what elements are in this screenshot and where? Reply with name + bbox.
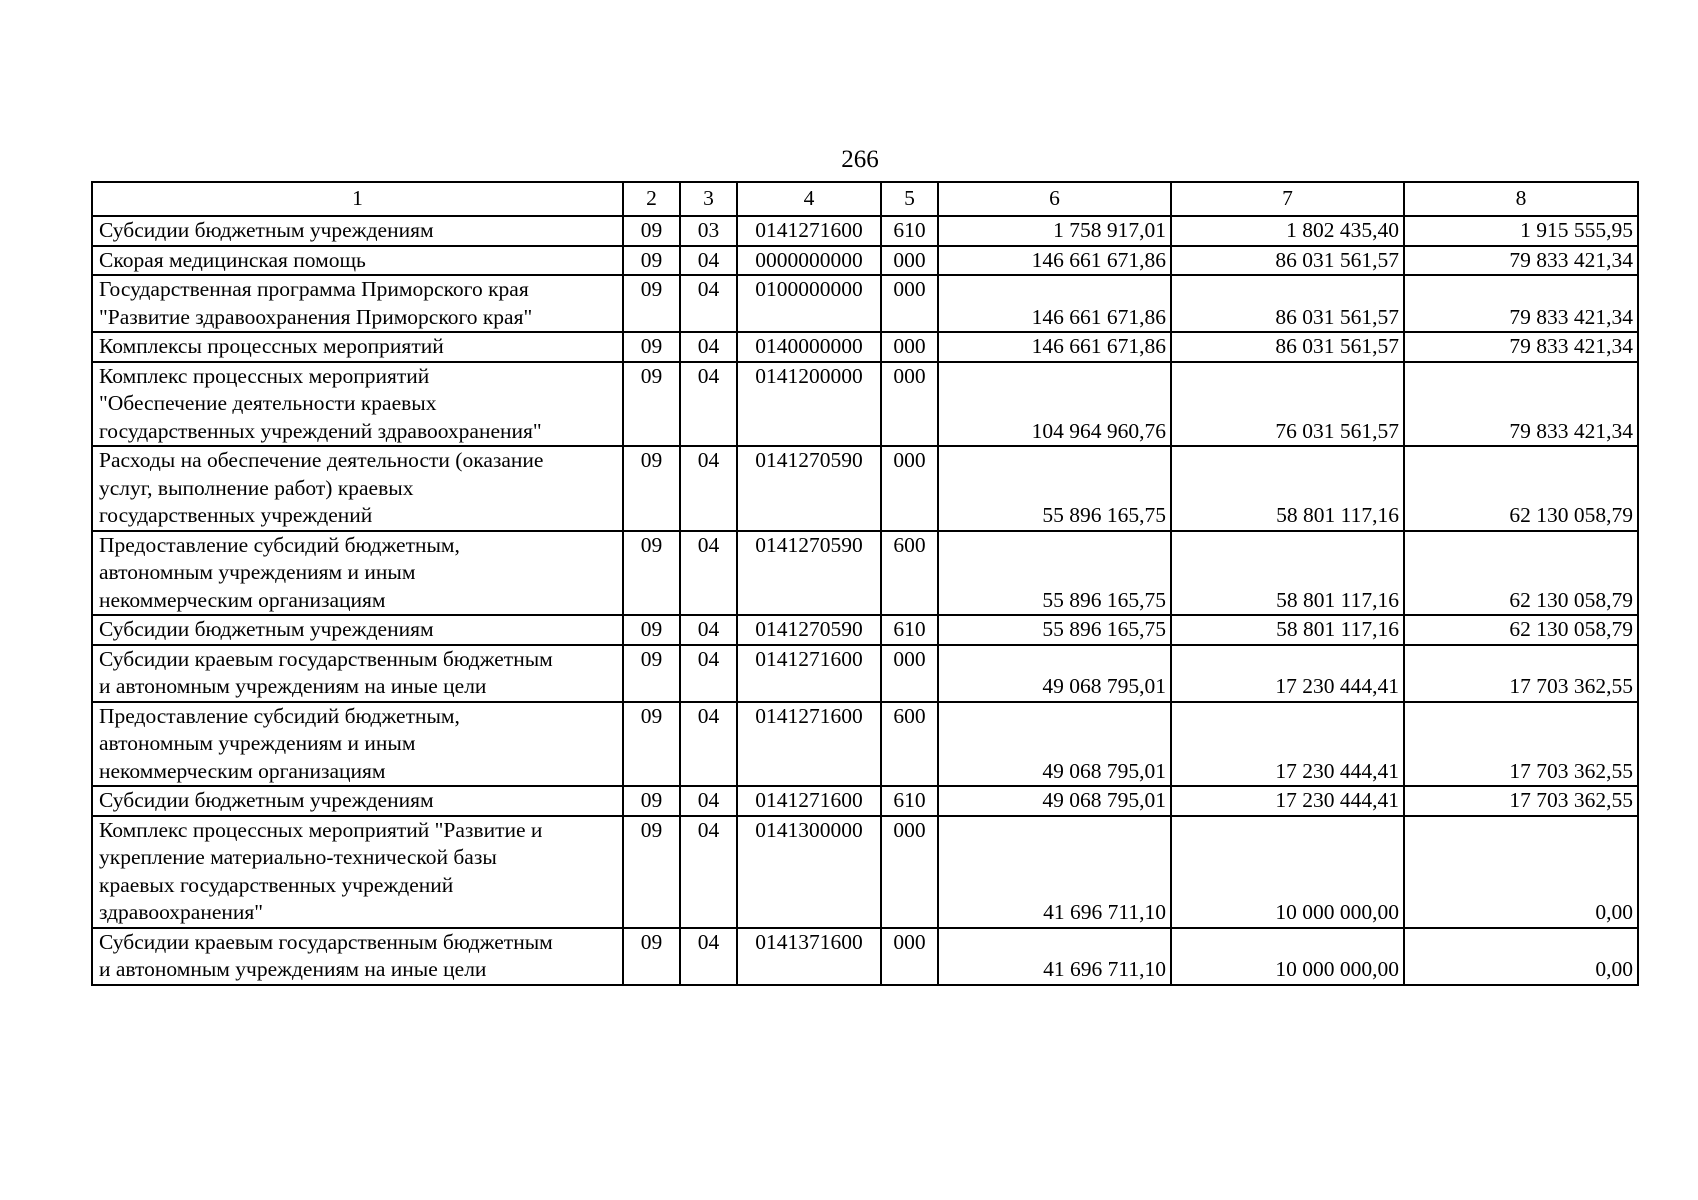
row-description	[92, 531, 623, 616]
header-row	[92, 182, 1638, 216]
amount-col-8: 79 833 421,34	[1404, 275, 1638, 332]
description-line: Субсидии краевым государственным бюджетным	[99, 646, 553, 671]
description-line: Субсидии бюджетным учреждениям	[99, 617, 434, 641]
expense-type-code: 610	[881, 615, 938, 645]
section-code: 09	[623, 246, 680, 276]
subsection-code: 04	[680, 645, 737, 702]
description-line: Государственная программа Приморского края	[99, 277, 529, 301]
header-cell: 4	[737, 182, 881, 216]
amount-col-7: 10 000 000,00	[1171, 928, 1404, 985]
amount-col-6: 55 896 165,75	[938, 615, 1171, 645]
section-code: 09	[623, 275, 680, 332]
description-line: Расходы на обеспечение деятельности (оказание	[99, 448, 544, 472]
row-description	[92, 816, 623, 928]
target-article-code: 0140000000	[737, 332, 881, 362]
amount-col-8: 62 130 058,79	[1404, 446, 1638, 531]
amount-col-6: 55 896 165,75	[938, 531, 1171, 616]
amount-col-6: 1 758 917,01	[938, 216, 1171, 246]
amount-col-6: 146 661 671,86	[938, 246, 1171, 276]
table-row	[92, 615, 1638, 645]
header-cell: 3	[680, 182, 737, 216]
subsection-code: 04	[680, 332, 737, 362]
amount-col-7: 17 230 444,41	[1171, 645, 1404, 702]
subsection-code: 04	[680, 275, 737, 332]
description-line: "Обеспечение деятельности краевых	[99, 391, 437, 415]
target-article-code: 0141270590	[737, 531, 881, 616]
row-description	[92, 446, 623, 531]
expense-type-code: 610	[881, 216, 938, 246]
description-line: Субсидии бюджетным учреждениям	[99, 218, 434, 242]
table-row	[92, 645, 1638, 702]
description-line: Субсидии краевым государственным бюджетным	[99, 929, 553, 954]
target-article-code: 0141271600	[737, 786, 881, 816]
target-article-code: 0141371600	[737, 928, 881, 985]
description-line: Комплекс процессных мероприятий "Развитие и	[99, 817, 543, 842]
subsection-code: 04	[680, 446, 737, 531]
section-code: 09	[623, 786, 680, 816]
amount-col-8: 17 703 362,55	[1404, 702, 1638, 787]
expense-type-code: 000	[881, 928, 938, 985]
section-code: 09	[623, 216, 680, 246]
subsection-code: 04	[680, 246, 737, 276]
amount-col-7: 86 031 561,57	[1171, 332, 1404, 362]
description-line: услуг, выполнение работ) краевых	[99, 475, 414, 500]
amount-col-7: 86 031 561,57	[1171, 275, 1404, 332]
description-line: Комплекс процессных мероприятий	[99, 363, 430, 388]
expense-type-code: 600	[881, 702, 938, 787]
amount-col-7: 58 801 117,16	[1171, 615, 1404, 645]
expense-type-code: 000	[881, 246, 938, 276]
description-line: краевых государственных учреждений	[99, 872, 454, 897]
row-description	[92, 928, 623, 985]
table-row	[92, 216, 1638, 246]
expense-type-code: 000	[881, 275, 938, 332]
amount-col-8: 1 915 555,95	[1404, 216, 1638, 246]
amount-col-7: 76 031 561,57	[1171, 362, 1404, 447]
table-row	[92, 816, 1638, 928]
amount-col-6: 146 661 671,86	[938, 332, 1171, 362]
description-line: автономным учреждениям и иным	[99, 560, 416, 584]
row-description	[92, 362, 623, 447]
expense-type-code: 000	[881, 645, 938, 702]
subsection-code: 04	[680, 531, 737, 616]
amount-col-7: 1 802 435,40	[1171, 216, 1404, 246]
row-description	[92, 275, 623, 332]
amount-col-7: 58 801 117,16	[1171, 446, 1404, 531]
section-code: 09	[623, 645, 680, 702]
target-article-code: 0141271600	[737, 702, 881, 787]
budget-table	[91, 181, 1639, 986]
section-code: 09	[623, 702, 680, 787]
section-code: 09	[623, 362, 680, 447]
amount-col-7: 58 801 117,16	[1171, 531, 1404, 616]
amount-col-7: 17 230 444,41	[1171, 702, 1404, 787]
description-line: и автономным учреждениям на иные цели	[99, 674, 487, 698]
page-number: 266	[841, 146, 879, 173]
table-row	[92, 332, 1638, 362]
header-cell: 6	[938, 182, 1171, 216]
amount-col-8: 0,00	[1404, 928, 1638, 985]
amount-col-6: 41 696 711,10	[938, 928, 1171, 985]
amount-col-8: 79 833 421,34	[1404, 332, 1638, 362]
target-article-code: 0141271600	[737, 645, 881, 702]
amount-col-6: 146 661 671,86	[938, 275, 1171, 332]
amount-col-7: 10 000 000,00	[1171, 816, 1404, 928]
target-article-code: 0141270590	[737, 615, 881, 645]
table-row	[92, 275, 1638, 332]
section-code: 09	[623, 615, 680, 645]
table-row	[92, 246, 1638, 276]
description-line: Комплексы процессных мероприятий	[99, 334, 444, 358]
amount-col-6: 49 068 795,01	[938, 645, 1171, 702]
table-row	[92, 786, 1638, 816]
subsection-code: 04	[680, 928, 737, 985]
subsection-code: 04	[680, 615, 737, 645]
description-line: Предоставление субсидий бюджетным,	[99, 532, 460, 557]
expense-type-code: 000	[881, 362, 938, 447]
subsection-code: 04	[680, 362, 737, 447]
target-article-code: 0141300000	[737, 816, 881, 928]
description-line: Субсидии бюджетным учреждениям	[99, 788, 434, 812]
amount-col-7: 17 230 444,41	[1171, 786, 1404, 816]
amount-col-6: 41 696 711,10	[938, 816, 1171, 928]
expense-type-code: 000	[881, 332, 938, 362]
description-line: некоммерческим организациям	[99, 587, 386, 612]
description-line: Предоставление субсидий бюджетным,	[99, 703, 460, 728]
row-description	[92, 332, 623, 362]
row-description	[92, 216, 623, 246]
row-description	[92, 786, 623, 816]
expense-type-code: 000	[881, 446, 938, 531]
description-line: укрепление материально-технической базы	[99, 845, 497, 869]
expense-type-code: 610	[881, 786, 938, 816]
amount-col-7: 86 031 561,57	[1171, 246, 1404, 276]
description-line: и автономным учреждениям на иные цели	[99, 957, 487, 981]
row-description	[92, 246, 623, 276]
description-line: здравоохранения"	[99, 900, 264, 924]
amount-col-8: 17 703 362,55	[1404, 645, 1638, 702]
description-line: автономным учреждениям и иным	[99, 731, 416, 755]
header-cell: 7	[1171, 182, 1404, 216]
row-description	[92, 645, 623, 702]
subsection-code: 04	[680, 816, 737, 928]
section-code: 09	[623, 332, 680, 362]
amount-col-6: 104 964 960,76	[938, 362, 1171, 447]
section-code: 09	[623, 816, 680, 928]
amount-col-6: 49 068 795,01	[938, 786, 1171, 816]
description-line: Скорая медицинская помощь	[99, 247, 366, 272]
section-code: 09	[623, 446, 680, 531]
row-description	[92, 702, 623, 787]
row-description	[92, 615, 623, 645]
amount-col-8: 79 833 421,34	[1404, 246, 1638, 276]
header-cell: 1	[92, 182, 623, 216]
amount-col-8: 62 130 058,79	[1404, 615, 1638, 645]
amount-col-8: 0,00	[1404, 816, 1638, 928]
amount-col-8: 79 833 421,34	[1404, 362, 1638, 447]
amount-col-6: 55 896 165,75	[938, 446, 1171, 531]
subsection-code: 04	[680, 786, 737, 816]
expense-type-code: 000	[881, 816, 938, 928]
table-row	[92, 928, 1638, 985]
subsection-code: 03	[680, 216, 737, 246]
table-row	[92, 702, 1638, 787]
target-article-code: 0141270590	[737, 446, 881, 531]
target-article-code: 0100000000	[737, 275, 881, 332]
subsection-code: 04	[680, 702, 737, 787]
section-code: 09	[623, 928, 680, 985]
description-line: государственных учреждений	[99, 503, 373, 527]
header-cell: 5	[881, 182, 938, 216]
table-row	[92, 531, 1638, 616]
amount-col-8: 62 130 058,79	[1404, 531, 1638, 616]
description-line: "Развитие здравоохранения Приморского края"	[99, 304, 533, 329]
section-code: 09	[623, 531, 680, 616]
target-article-code: 0000000000	[737, 246, 881, 276]
table-row	[92, 446, 1638, 531]
target-article-code: 0141271600	[737, 216, 881, 246]
table-row	[92, 362, 1638, 447]
amount-col-6: 49 068 795,01	[938, 702, 1171, 787]
description-line: государственных учреждений здравоохранения"	[99, 418, 542, 443]
expense-type-code: 600	[881, 531, 938, 616]
description-line: некоммерческим организациям	[99, 758, 386, 783]
header-cell: 8	[1404, 182, 1638, 216]
header-cell: 2	[623, 182, 680, 216]
target-article-code: 0141200000	[737, 362, 881, 447]
amount-col-8: 17 703 362,55	[1404, 786, 1638, 816]
